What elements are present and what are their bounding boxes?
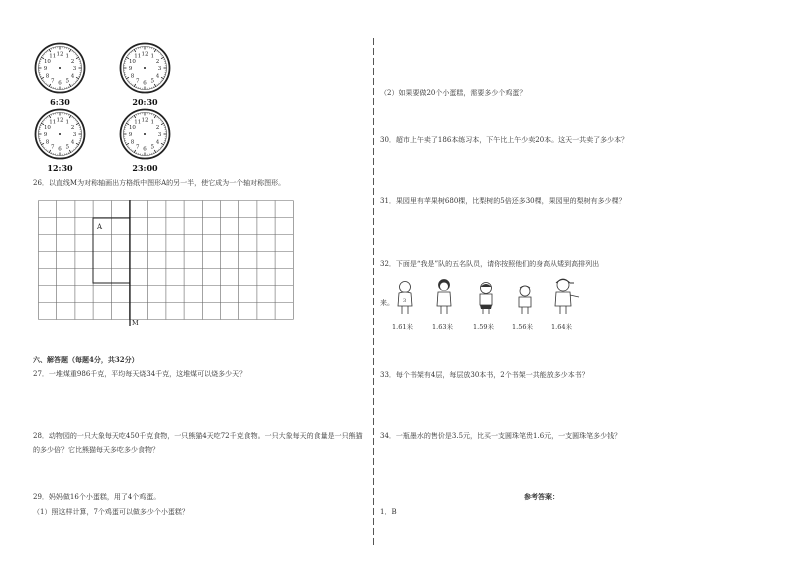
question-30: 30．超市上午卖了186本练习本，下午比上午少卖20本。这天一共卖了多少本？ (380, 136, 629, 144)
clock-center (144, 67, 146, 69)
square-grid (38, 200, 294, 330)
clock-number: 1 (150, 53, 154, 60)
section-6-title: 六、解答题（每题4分，共32分） (33, 355, 139, 364)
question-32-line2: 来。 (380, 299, 394, 307)
clock-number: 8 (45, 73, 50, 80)
clock-center (144, 133, 146, 135)
answer-1: 1．B (380, 508, 397, 516)
clock-number: 3 (72, 132, 77, 138)
clock-face (119, 42, 171, 94)
clock-number: 5 (65, 78, 69, 85)
clock-number: 6 (143, 146, 147, 153)
clock-center (59, 133, 61, 135)
clock-time-label: 23:00 (132, 163, 158, 173)
player-4-height: 1.56米 (512, 323, 533, 331)
shape-a-label: A (97, 223, 103, 231)
clock-number: 9 (43, 66, 48, 72)
clock-number: 9 (128, 66, 133, 72)
clock-number: 2 (155, 124, 160, 131)
clock-number: 5 (65, 144, 69, 151)
question-26: 26．以直线M为对称轴画出方格纸中图形A的另一半，使它成为一个轴对称图形。 (33, 179, 286, 187)
clock-number: 12 (56, 51, 64, 58)
question-27: 27．一堆煤重986千克，平均每天烧34千克，这堆煤可以烧多少天？ (33, 370, 247, 378)
player-1-height: 1.61米 (392, 323, 413, 331)
clock-number: 8 (130, 139, 135, 146)
clock-number: 9 (128, 132, 133, 138)
clock-number: 11 (49, 53, 57, 60)
clock-face (119, 108, 171, 160)
clock-number: 1 (65, 53, 69, 60)
clock-number: 10 (43, 58, 51, 65)
clock-number: 9 (43, 132, 48, 138)
player-5-height: 1.64米 (551, 323, 572, 331)
question-29-sub1: （1）照这样计算，7个鸡蛋可以做多少个小蛋糕？ (33, 508, 189, 516)
clock-number: 7 (136, 144, 140, 151)
question-34: 34．一瓶墨水的售价是3.5元，比买一支圆珠笔贵1.6元，一支圆珠笔多少钱？ (380, 432, 622, 440)
clock-face (34, 108, 86, 160)
question-32-line1: 32．下面是“我是”队的五名队员，请你按照他们的身高从矮到高排列出 (380, 260, 600, 268)
player-3-figure (475, 281, 497, 316)
clock-number: 12 (141, 51, 149, 58)
clock-number: 2 (155, 58, 160, 65)
player-2-figure (433, 278, 455, 316)
clock-number: 4 (70, 73, 75, 80)
clock-number: 7 (51, 78, 55, 85)
question-31: 31．果园里有苹果树680棵，比梨树的5倍还多30棵，果园里的梨树有多少棵？ (380, 197, 626, 205)
clock-number: 6 (143, 80, 147, 87)
clock-number: 4 (70, 139, 75, 146)
question-29: 29．妈妈做16个小蛋糕，用了4个鸡蛋。 (33, 493, 161, 501)
clock-number: 2 (70, 124, 75, 131)
answers-title: 参考答案： (524, 492, 559, 501)
clock-number: 12 (141, 117, 149, 124)
clock-number: 1 (65, 119, 69, 126)
clock-number: 7 (136, 78, 140, 85)
clock-number: 7 (51, 144, 55, 151)
player-3-height: 1.59米 (473, 323, 494, 331)
clock-time-label: 6:30 (50, 97, 70, 107)
svg-text:3: 3 (403, 298, 407, 304)
clock-number: 3 (157, 66, 162, 72)
clock-number: 4 (155, 139, 160, 146)
clock-number: 6 (58, 80, 62, 87)
clock-center (59, 67, 61, 69)
clock-number: 8 (45, 139, 50, 146)
player-1-figure (394, 280, 416, 316)
clock-number: 2 (70, 58, 75, 65)
clock-time-label: 20:30 (132, 97, 158, 107)
clock-number: 6 (58, 146, 62, 153)
clock-time-label: 12:30 (47, 163, 73, 173)
axis-m-label: M (132, 319, 139, 327)
clock-number: 3 (157, 132, 162, 138)
question-28-line2: 的多少倍？它比熊猫每天多吃多少食物？ (33, 446, 159, 454)
player-2-height: 1.63米 (432, 323, 453, 331)
clock-number: 1 (150, 119, 154, 126)
clock-number: 12 (56, 117, 64, 124)
player-5-figure (551, 277, 581, 316)
question-28-line1: 28．动物园的一只大象每天吃450千克食物，一只熊猫4天吃72千克食物。一只大象每天的食量是一只熊猫 (33, 432, 363, 440)
clock-number: 8 (130, 73, 135, 80)
clock-number: 4 (155, 73, 160, 80)
clock-number: 11 (134, 53, 142, 60)
clock-face (34, 42, 86, 94)
column-divider (373, 38, 374, 548)
clock-number: 3 (72, 66, 77, 72)
player-4-figure (514, 285, 536, 316)
clock-number: 11 (49, 119, 57, 126)
clock-number: 5 (150, 78, 154, 85)
question-29-sub2: （2）如果要做20个小蛋糕，需要多少个鸡蛋？ (380, 89, 527, 97)
clock-number: 10 (43, 124, 51, 131)
clock-number: 5 (150, 144, 154, 151)
clock-number: 11 (134, 119, 142, 126)
clock-number: 10 (128, 58, 136, 65)
clock-12-30 (34, 108, 94, 188)
clock-number: 10 (128, 124, 136, 131)
clock-23-00 (119, 108, 179, 188)
question-33: 33．每个书架有4层，每层放30本书，2个书架一共能放多少本书？ (380, 371, 589, 379)
